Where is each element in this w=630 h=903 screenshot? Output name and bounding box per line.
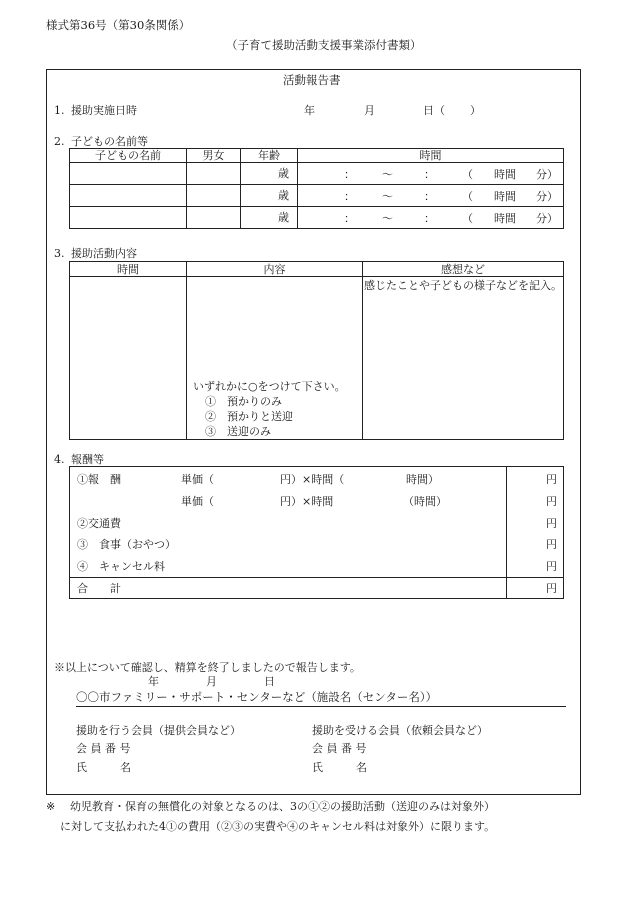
activity-impression-cell[interactable] — [363, 277, 564, 440]
yen-unit: 円 — [546, 538, 557, 551]
section2-label: 2. — [54, 135, 65, 148]
child-name-cell[interactable] — [70, 163, 187, 185]
yen-unit: 円 — [546, 495, 557, 508]
confirm-year-unit: 年 — [148, 675, 159, 688]
section4-label: 4. — [54, 453, 65, 466]
center-name-underline — [76, 706, 566, 707]
child-sex-cell[interactable] — [187, 163, 241, 185]
duration-hours: 時間 — [494, 190, 516, 203]
time-colon: ： — [344, 212, 355, 225]
confirm-day-unit: 日 — [264, 675, 275, 688]
activity-header-impression: 感想など — [363, 262, 564, 277]
date-day-unit: 日（ — [423, 104, 445, 117]
yen-times-hours-1: 円）×時間（ — [280, 473, 345, 486]
section2-heading: 子どもの名前等 — [71, 135, 148, 148]
table-row — [70, 207, 564, 229]
total-label-cell — [70, 578, 507, 599]
duration-hours: 時間 — [494, 212, 516, 225]
time-tilde: ～ — [382, 190, 393, 203]
child-age-cell[interactable] — [241, 207, 298, 229]
provider-member-heading: 援助を行う会員（提供会員など） — [76, 724, 241, 737]
children-header-time: 時間 — [298, 149, 564, 163]
duration-minutes: 分） — [536, 212, 558, 225]
time-colon: ： — [424, 190, 435, 203]
section3-label: 3. — [54, 247, 65, 260]
activity-header-content: 内容 — [187, 262, 363, 277]
requester-member-heading: 援助を受ける会員（依頼会員など） — [312, 724, 488, 737]
children-header-name: 子どもの名前 — [70, 149, 187, 163]
child-age-cell[interactable] — [241, 163, 298, 185]
yen-unit: 円 — [546, 560, 557, 573]
confirmation-text: ※以上について確認し、精算を終了しましたので報告します。 — [54, 661, 361, 674]
children-header-sex: 男女 — [187, 149, 241, 163]
option-keep-only[interactable]: ① 預かりのみ — [205, 395, 282, 408]
activity-table — [69, 261, 564, 440]
section1-heading: 援助実施日時 — [71, 104, 137, 117]
children-header-age: 年齢 — [241, 149, 298, 163]
child-age-cell[interactable] — [241, 185, 298, 207]
yen-times-hours-2: 円）×時間 — [280, 495, 334, 508]
date-month-unit: 月 — [364, 104, 375, 117]
yen-unit: 円 — [546, 473, 557, 486]
duration-hours: 時間 — [494, 168, 516, 181]
yen-unit: 円 — [546, 517, 557, 530]
provider-member-number-label: 会 員 番 号 — [76, 742, 131, 755]
choose-instruction: いずれかに○をつけて下さい。 — [193, 380, 346, 393]
yen-unit: 円 — [546, 581, 557, 595]
requester-member-number-label: 会 員 番 号 — [312, 742, 367, 755]
date-year-unit: 年 — [304, 104, 315, 117]
reward-items-cell — [70, 467, 507, 578]
impression-hint: 感じたことや子どもの様子などを記入。 — [364, 279, 562, 292]
time-colon: ： — [344, 168, 355, 181]
section3-heading: 援助活動内容 — [71, 247, 137, 260]
date-weekday-close: ） — [470, 104, 481, 117]
duration-minutes: 分） — [536, 190, 558, 203]
cancel-fee-label: ④ キャンセル料 — [77, 560, 165, 573]
hours-paren-2: （時間） — [403, 495, 447, 508]
time-colon: ： — [344, 190, 355, 203]
footnote-line1: 幼児教育・保育の無償化の対象となるのは、3の①②の援助活動（送迎のみは対象外） — [70, 800, 495, 813]
total-yen-cell[interactable] — [507, 578, 564, 599]
duration-open: （ — [462, 212, 473, 225]
child-sex-cell[interactable] — [187, 185, 241, 207]
duration-open: （ — [462, 190, 473, 203]
total-label: 合 計 — [77, 581, 121, 595]
transport-label: ②交通費 — [77, 517, 121, 530]
form-number: 様式第36号（第30条関係） — [46, 18, 191, 32]
child-time-cell[interactable] — [298, 163, 564, 185]
confirm-month-unit: 月 — [206, 675, 217, 688]
form-subtitle: （子育て援助活動支援事業添付書類） — [226, 38, 422, 52]
footnote-line2: に対して支払われた4①の費用（②③の実費や④のキャンセル料は対象外）に限ります。 — [60, 820, 496, 833]
children-table — [69, 148, 564, 229]
age-unit: 歳 — [278, 189, 289, 202]
duration-open: （ — [462, 168, 473, 181]
activity-content-cell[interactable] — [187, 277, 363, 440]
section1-label: 1. — [54, 104, 65, 117]
table-row — [70, 163, 564, 185]
unit-price-1: 単価（ — [181, 473, 214, 486]
unit-price-2: 単価（ — [181, 495, 214, 508]
option-transport-only[interactable]: ③ 送迎のみ — [205, 425, 271, 438]
reward-label: ①報 酬 — [77, 473, 121, 486]
section4-heading: 報酬等 — [71, 453, 104, 466]
child-time-cell[interactable] — [298, 207, 564, 229]
child-sex-cell[interactable] — [187, 207, 241, 229]
provider-name-label: 氏 名 — [76, 761, 131, 774]
activity-header-time: 時間 — [70, 262, 187, 277]
activity-time-cell[interactable] — [70, 277, 187, 440]
time-tilde: ～ — [382, 168, 393, 181]
time-tilde: ～ — [382, 212, 393, 225]
option-keep-and-transport[interactable]: ② 預かりと送迎 — [205, 410, 293, 423]
hours-close-1: 時間） — [406, 473, 439, 486]
center-name: 〇〇市ファミリー・サポート・センターなど（施設名（センター名）） — [76, 690, 438, 704]
requester-name-label: 氏 名 — [312, 761, 367, 774]
meal-label: ③ 食事（おやつ） — [77, 538, 176, 551]
reward-table — [69, 466, 564, 599]
child-name-cell[interactable] — [70, 207, 187, 229]
age-unit: 歳 — [278, 211, 289, 224]
footnote-mark: ※ — [46, 800, 56, 813]
reward-yen-cell — [507, 467, 564, 578]
time-colon: ： — [424, 212, 435, 225]
duration-minutes: 分） — [536, 168, 558, 181]
table-row — [70, 185, 564, 207]
child-time-cell[interactable] — [298, 185, 564, 207]
page-title: 活動報告書 — [283, 73, 341, 87]
time-colon: ： — [424, 168, 435, 181]
age-unit: 歳 — [278, 167, 289, 180]
child-name-cell[interactable] — [70, 185, 187, 207]
